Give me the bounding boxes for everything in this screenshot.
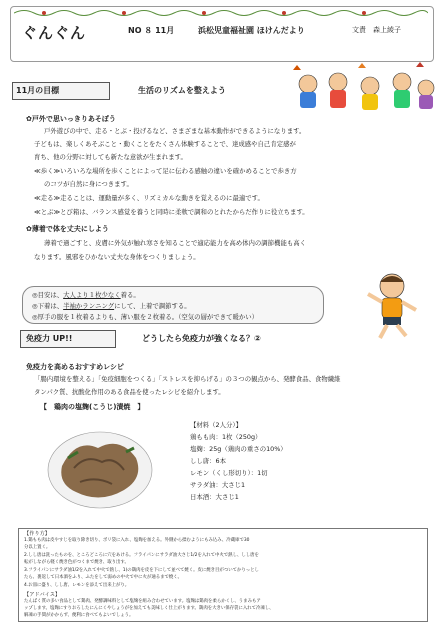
recipe-intro-line: 「腸内環境を整える」「免疫細胞をつくる」「ストレスを抑らげる」の３つの観点から、発酵食品、食物繊維: [34, 375, 341, 383]
section-outdoor-line: ≪とぶ≫とび箱は、バランス感覚を養うと同時に柔軟で調和のとれたからだ作りに役立ちます。: [34, 208, 309, 216]
ingredients-header: 【材料（2人分）】: [190, 421, 242, 429]
method-step: 1.鶏もも肉は皮やすじを取り除き切り、ボリ袋に入れ、塩麹を加える。外側から揉むようにもみ込み、冷蔵庫で30: [24, 538, 250, 543]
section-outdoor-line: 育ち、他の分野に対しても新たな意欲が生まれます。: [34, 153, 187, 161]
immune-label: 免疫力 UP!!: [26, 334, 73, 343]
section-outdoor-line: ≪歩く≫いろいろな場所を歩くことによって足に伝わる感触の違いを確かめることで歩き方: [34, 167, 297, 175]
newsletter-title: ぐんぐん: [22, 24, 87, 42]
method-step: 分以上置く。: [24, 545, 51, 550]
ingredient-item: レモン（くし形切り）：1切: [190, 469, 268, 477]
ingredient-item: 塩麹：25g（鶏肉の重さの10%）: [190, 445, 287, 453]
section-outdoor-line: 戸外遊びの中で、走る・とぶ・投げるなど、さまざまな基本動作ができるようになります。: [44, 127, 306, 135]
author-credit: 文責 森上綾子: [352, 26, 401, 34]
section-outdoor-line: 子どもは、楽しくあそぶこと・動くことをたくさん体験することで、達成感や自己肯定感が: [34, 140, 296, 148]
recipe-title: 【 鶏肉の塩麹(こうじ)漬焼 】: [40, 403, 145, 411]
section-outdoor-line: のコツが自然に身につきます。: [44, 180, 133, 188]
vine-decoration: [14, 8, 428, 18]
section-light-clothes-line: なります。風邪をひかない丈夫な身体をつくりましょう。: [34, 253, 200, 261]
advice-line: ップします。塩麹にすりおろしたにんにくやしょうがを加えても美味しく仕上がります。鶏肉を大きい保存袋に入れて冷凍し、: [24, 606, 274, 611]
method-step: 2.しし唐は洗ったものを、ところどころに穴をあける。フライパンにサラダ油大さじ1/2を入れて中火で熱し、しし唐を: [24, 553, 259, 558]
section-outdoor-line: ≪走る≫走ることは、運動量が多く、リズミカルな動きを覚えるのに最適です。: [34, 194, 264, 202]
goal-label: 11月の目標: [16, 86, 60, 95]
method-step: 転がしながら軽く焼き色がつくまで焼き、取り出す。: [24, 560, 129, 565]
advice-header: 【アドバイス】: [24, 592, 61, 598]
recipe-intro-line: タンパク質、抗酸化作用のある食品を使ったレシピを紹介します。: [34, 388, 225, 396]
immune-question: どうしたら免疫力が強くなる？②: [142, 334, 261, 343]
clothing-tip-1: ◎目安は、大人より１枚少なく着る。: [32, 291, 140, 299]
method-header: 【作り方】: [24, 531, 50, 537]
ingredient-item: 鶏もも肉：1枚（250g）: [190, 433, 262, 441]
section-light-clothes-heading: ✿薄着で体を丈夫にしよう: [26, 225, 109, 233]
method-step: 4.お皿に盛り、しし唐、レモンを添えて出来上がり。: [24, 583, 130, 588]
ingredient-item: しし唐：6本: [190, 457, 227, 465]
goal-text: 生活のリズムを整えよう: [138, 86, 226, 95]
method-step: たら、裏返して日本酒をふり、ふたをして弱めの中火で中に火が通るまで焼く。: [24, 575, 182, 580]
section-light-clothes-line: 薄着で過ごすと、皮膚に外気が触れ寒さを知ることで適応能力を高め体内の調節機能も高く: [44, 239, 307, 247]
organization-name: 浜松児童福祉園 ほけんだより: [198, 26, 305, 35]
ingredient-item: サラダ油：大さじ1: [190, 481, 246, 489]
section-outdoor-heading: ✿戸外で思いっきりあそぼう: [26, 115, 116, 123]
clothing-tip-3: ◎厚手の服を１枚着るよりも、薄い服を２枚着る。（空気の層ができて暖かい）: [32, 313, 259, 321]
ingredient-item: 日本酒：大さじ1: [190, 493, 239, 501]
chicken-dish-image: [40, 418, 160, 516]
method-step: 3.フライパンにサラダ油1/2を入れて中火で熱し、1)の鶏肉を皮を下にして並べて焼く。皮に焼き目がついてかりっとし: [24, 568, 259, 573]
advice-line: 解凍の手間がかからず、便利に食べてもよいでしょう。: [24, 613, 134, 618]
advice-line: たんぱく質の多い食品として鶏肉、発酵調味料として塩麹を組み合わせています。塩麹は鶏肉を柔らかくし、うまみもア: [24, 599, 261, 604]
clothing-tip-2: ◎下着は、半袖かランニングにして、上着で調節する。: [32, 302, 191, 310]
issue-number: NO ８ 11月: [128, 26, 175, 35]
recipe-subheading: 免疫力を高めるおすすめレシピ: [26, 363, 124, 371]
running-boy-illustration: [360, 270, 424, 340]
children-illustration: [288, 62, 438, 116]
